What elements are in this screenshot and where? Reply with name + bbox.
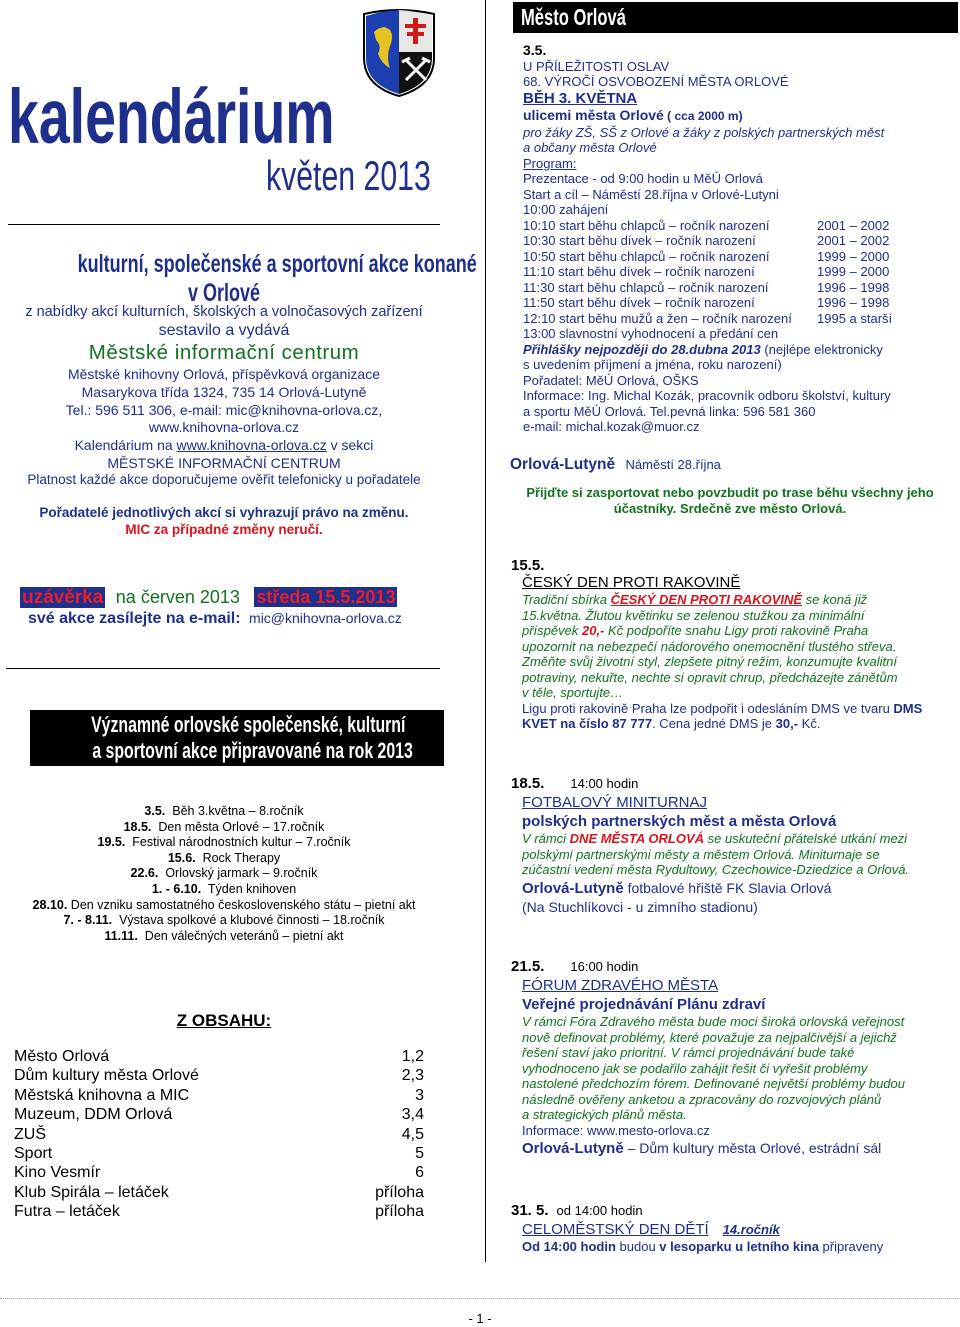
- cancer-dms-code: DMS: [893, 700, 923, 716]
- race-place: Orlová-Lutyně: [510, 456, 616, 473]
- timetable-row: 12:10 start běhu mužů a žen – ročník narození 1995 a starší: [523, 310, 893, 326]
- cancer-dms-number: KVET na číslo 87 777: [522, 716, 653, 731]
- mic-disclaimer: MIC za případné změny neručí.: [125, 522, 323, 537]
- forum-text: vyhodnoceno jak se podařilo zahájit řešit či vyřešit problémy: [522, 1060, 868, 1076]
- forum-subtitle: Veřejné projednávání Plánu zdraví: [522, 996, 766, 1013]
- list-item: 18.5. Den města Orlové – 17.ročník: [123, 819, 325, 834]
- subtitle-line1: kulturní, společenské a sportovní akce konané: [77, 250, 477, 278]
- toc-list: [14, 1047, 424, 1222]
- timetable-row: 10:30 start běhu dívek – ročník narození 2001 – 2002: [523, 233, 890, 248]
- race-program-label: Program:: [523, 155, 577, 171]
- cancer-text: Změňte svůj životní styl, zlepšete pitný režim, konzumujte kvalitní: [522, 654, 897, 669]
- children-date: 31. 5.: [511, 1202, 549, 1219]
- race-date: 3.5.: [523, 42, 547, 58]
- race-registration-2: s uvedením příjmení a jména, roku narození): [523, 357, 782, 372]
- timetable-row: 11:30 start běhu chlapců – ročník narození 1996 – 1998: [523, 279, 890, 295]
- page-number: - 1 -: [468, 1311, 492, 1326]
- timetable-row: 11:10 start běhu dívek – ročník narození 1999 – 2000: [523, 264, 890, 279]
- race-info-1: Informace: Ing. Michal Kozák, pracovník odboru školství, kultury: [523, 388, 891, 403]
- validity-note: Platnost každé akce doporučujeme ověřit telefonicky u pořadatele: [27, 472, 421, 487]
- list-item: 15.6. Rock Therapy: [167, 850, 281, 865]
- forum-text: a strategických plánů města.: [522, 1107, 687, 1122]
- list-item: 19.5. Festival národnostních kultur – 7.ročník: [97, 835, 351, 850]
- cancer-dms-price: 30,-: [775, 716, 799, 731]
- cancer-dms-text: . Cena jedné DMS je: [652, 716, 776, 731]
- race-invitation-1: Přijďte si zasportovat nebo povzbudit po trase běhu všechny jeho: [526, 485, 934, 500]
- forum-text: nově definovat problémy, které považuje za nejpalčivější a jejichž: [522, 1029, 897, 1045]
- cancer-dms-text: Kč.: [798, 716, 821, 731]
- children-block: [511, 1202, 956, 1255]
- subtitle-line2: v Orlové: [187, 279, 261, 307]
- race-opening: 10:00 zahájení: [523, 202, 609, 217]
- race-streets: ulicemi města Orlové: [523, 106, 664, 123]
- forum-place-detail: – Dům kultury města Orlové, estrádní sál: [623, 1140, 882, 1156]
- race-info-2: a sportu MěÚ Orlová. Tel.pevná linka: 596 581 360: [523, 403, 816, 419]
- list-item: 7. - 8.11. Výstava spolkové a klubové činnosti – 18.ročník: [63, 913, 385, 928]
- forum-time: 16:00 hodin: [570, 959, 639, 974]
- children-text: Od 14:00 hodin: [522, 1239, 616, 1254]
- list-item: 3.5. Běh 3.května – 8.ročník: [144, 804, 304, 818]
- football-date: 18.5.: [511, 775, 545, 792]
- compiled-text: sestavilo a vydává: [158, 322, 290, 339]
- forum-date: 21.5.: [511, 958, 545, 975]
- football-text: polskými partnerskými městy a městem Orlová. Miniturnaje se: [522, 846, 880, 862]
- deadline-send-text: své akce zasílejte na e-mail:: [28, 610, 241, 627]
- toc-item[interactable]: Futra – letáček příloha: [14, 1203, 424, 1221]
- race-block: [523, 42, 943, 435]
- events-banner-line2: a sportovní akce připravované na rok 2013: [92, 738, 413, 763]
- cancer-amount: 20,-: [581, 623, 605, 638]
- football-place: Orlová-Lutyně: [522, 879, 624, 897]
- cancer-text: příspěvek: [522, 623, 582, 638]
- race-occasion-1: U PŘÍLEŽITOSTI OSLAV: [523, 58, 670, 74]
- race-presentation: Prezentace - od 9:00 hodin u MěÚ Orlová: [523, 171, 763, 186]
- race-ceremony: 13:00 slavnostní vyhodnocení a předání cen: [523, 326, 779, 341]
- forum-text: nastolené předchozím fórem. Definované největší problémy budou: [522, 1076, 905, 1091]
- race-place-detail: Náměstí 28.října: [625, 457, 721, 472]
- cancer-text: v těle, sportujte…: [522, 685, 624, 700]
- publisher-name: Městské informační centrum: [88, 341, 360, 364]
- deadline-label: uzávěrka: [22, 587, 104, 608]
- children-text: připraveny: [818, 1239, 884, 1254]
- children-time: od 14:00 hodin: [556, 1203, 643, 1218]
- forum-title: FÓRUM ZDRAVÉHO MĚSTA: [522, 977, 719, 994]
- forum-block: [511, 958, 956, 1159]
- children-edition: 14.ročník: [722, 1222, 780, 1237]
- forum-text: řešení staví jako prioritní. V rámci projednávání bude také: [522, 1045, 855, 1060]
- football-title: FOTBALOVÝ MINITURNAJ: [522, 794, 708, 811]
- children-title: CELOMĚSTSKÝ DEN DĚTÍ: [522, 1221, 709, 1238]
- events-banner: [30, 710, 444, 766]
- timetable-row: 10:10 start běhu chlapců – ročník narození 2001 – 2002: [523, 217, 890, 233]
- toc-item[interactable]: ZUŠ 4,5: [14, 1125, 424, 1143]
- children-text: budou: [615, 1239, 660, 1254]
- toc-item[interactable]: Muzeum, DDM Orlová 3,4: [14, 1106, 424, 1124]
- list-item: 1. - 6.10. Týden knihoven: [151, 881, 297, 896]
- race-title: BĚH 3. KVĚTNA: [523, 89, 638, 107]
- race-info-3: e-mail: michal.kozak@muor.cz: [523, 419, 700, 434]
- deadline-email[interactable]: mic@knihovna-orlova.cz: [249, 610, 402, 626]
- forum-place: Orlová-Lutyně: [522, 1140, 624, 1157]
- deadline-day: středa 15.5.2013: [256, 587, 396, 607]
- race-registration-note: (nejlépe elektronicky: [760, 341, 883, 357]
- rights-note: Pořadatelé jednotlivých akcí si vyhrazují právo na změnu.: [39, 505, 409, 520]
- website-text: www.knihovna-orlova.cz: [148, 419, 300, 435]
- cancer-date: 15.5.: [511, 557, 545, 574]
- toc-item[interactable]: Klub Spirála – letáček příloha: [14, 1183, 424, 1201]
- publisher-address-1: Městské knihovny Orlová, příspěvková organizace: [67, 366, 381, 382]
- footer-rule: [0, 1298, 960, 1300]
- race-invitation-2: účastníky. Srdečně zve město Orlová.: [613, 501, 847, 516]
- cancer-block: [511, 557, 956, 732]
- deadline-rule: [6, 668, 440, 669]
- forum-text: následně ověřeny anketou a zpracovány do rozvojových plánů: [522, 1091, 882, 1107]
- month-title: květen 2013: [266, 152, 431, 199]
- football-block: [511, 775, 956, 916]
- race-start: Start a cíl – Náměstí 28.října v Orlové-Lutyni: [523, 186, 779, 202]
- section-bar-title: Město Orlová: [521, 4, 626, 30]
- race-distance: ( cca 2000 m): [663, 108, 743, 123]
- website-link[interactable]: www.knihovna-orlova.cz: [176, 437, 327, 453]
- forum-info: Informace: www.mesto-orlova.cz: [522, 1122, 710, 1138]
- football-text: V rámci: [522, 831, 570, 846]
- football-subtitle: polských partnerských měst a města Orlová: [522, 813, 837, 830]
- events-banner-line1: Významné orlovské společenské, kulturní: [91, 712, 406, 737]
- cancer-dms-text: Ligu proti rakovině Praha lze podpořit i odesláním DMS ve tvaru: [522, 700, 894, 716]
- toc-item[interactable]: Městská knihovna a MIC 3: [14, 1086, 424, 1104]
- toc-heading: Z OBSAHU:: [176, 1011, 272, 1030]
- cancer-text: se koná již: [802, 592, 868, 607]
- cancer-text: upozornit na nebezpečí nádorového onemocnění tlustého střeva.: [522, 638, 897, 654]
- mic-section-name: MĚSTSKÉ INFORMAČNÍ CENTRUM: [107, 455, 341, 471]
- cancer-title: ČESKÝ DEN PROTI RAKOVINĚ: [522, 574, 741, 591]
- page-title: kalendárium: [8, 74, 335, 160]
- list-item: 11.11. Den válečných veteránů – pietní akt: [104, 928, 344, 943]
- cancer-campaign: ČESKÝ DEN PROTI RAKOVINĚ: [610, 592, 803, 607]
- football-event: DNE MĚSTA ORLOVÁ: [569, 831, 705, 846]
- race-registration: Přihlášky nejpozději do 28.dubna 2013: [523, 341, 761, 357]
- source-text: z nabídky akcí kulturních, školských a volnočasových zařízení: [25, 304, 423, 320]
- header-rule: [8, 224, 440, 225]
- football-text: zúčastní vedení města Rydultowy, Czechowice-Dziedzice a Orlová.: [522, 862, 910, 877]
- football-place-2: (Na Stuchlíkovci - u zimního stadionu): [522, 898, 758, 915]
- forum-text: V rámci Fóra Zdravého města bude moci široká orlovská veřejnost: [522, 1014, 905, 1029]
- cancer-text: Kč podpoříte snahu Ligy proti rakovině Praha: [604, 623, 869, 638]
- list-item: 22.6. Orlovský jarmark – 9.ročník: [130, 866, 318, 881]
- cancer-text: 15.května. Žlutou květinku se zelenou stužkou za minimální: [522, 607, 865, 623]
- events-list: [0, 804, 448, 944]
- cancer-text: Tradiční sbírka: [522, 592, 611, 607]
- toc-item[interactable]: Sport 5: [14, 1145, 424, 1163]
- toc-item[interactable]: Kino Vesmír 6: [14, 1164, 424, 1182]
- contact-line: Tel.: 596 511 306, e-mail: mic@knihovna-orlova.cz,: [65, 402, 383, 418]
- deadline-month: na červen 2013: [115, 587, 240, 607]
- kalendarium-prefix: Kalendárium na: [74, 437, 177, 453]
- publisher-address-2: Masarykova třída 1324, 735 14 Orlová-Lutyně: [81, 384, 367, 400]
- football-time: 14:00 hodin: [570, 776, 639, 791]
- cancer-text: potraviny, nekuřte, nechte si opravit chrup, předcházejte zánětům: [522, 669, 898, 685]
- toc-item[interactable]: Město Orlová 1,2: [14, 1048, 424, 1065]
- column-divider: [485, 0, 486, 1262]
- race-for-1: pro žáky ZŠ, SŠ z Orlové a žáky z polských partnerských měst: [523, 124, 885, 140]
- children-location: v lesoparku u letního kina: [659, 1239, 819, 1254]
- football-place-detail: fotbalové hřiště FK Slavia Orlová: [623, 879, 832, 896]
- timetable-row: 11:50 start běhu dívek – ročník narození 1996 – 1998: [523, 295, 890, 310]
- section-bar: [513, 2, 958, 33]
- kalendarium-suffix: v sekci: [326, 437, 374, 453]
- timetable-row: 10:50 start běhu chlapců – ročník narození 1999 – 2000: [523, 248, 890, 264]
- football-text: se uskuteční přátelské utkání mezi: [704, 831, 908, 846]
- race-organizer: Pořadatel: MěÚ Orlová, OŠKS: [523, 372, 699, 388]
- race-occasion-2: 68. VÝROČÍ OSVOBOZENÍ MĚSTA ORLOVÉ: [523, 74, 789, 89]
- toc-item[interactable]: Dům kultury města Orlové 2,3: [14, 1067, 424, 1085]
- list-item: 28.10. Den vzniku samostatného československého státu – pietní akt: [32, 897, 416, 912]
- race-for-2: a občany města Orlové: [523, 140, 657, 155]
